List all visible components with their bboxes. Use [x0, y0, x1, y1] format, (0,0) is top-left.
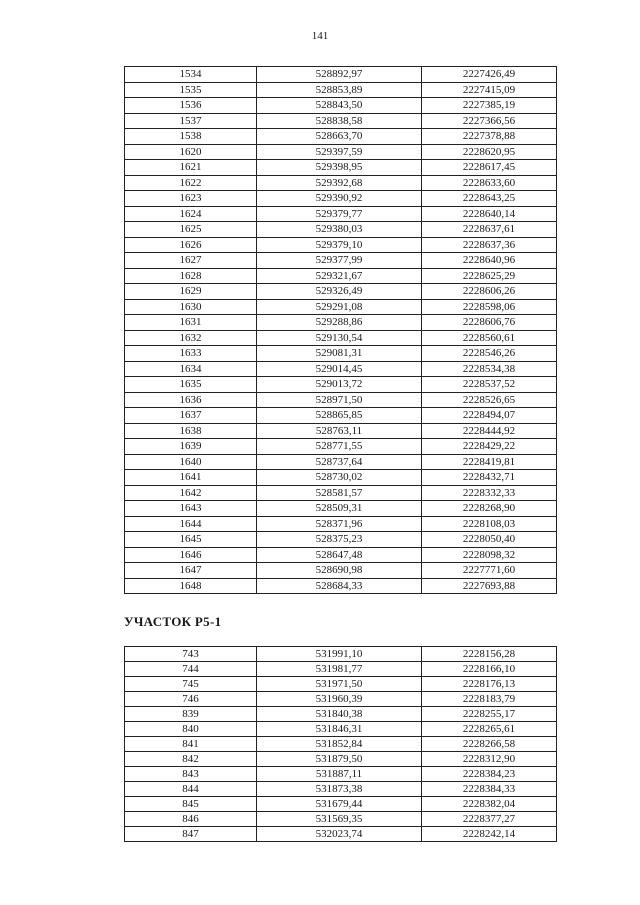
x-coordinate-cell: 528737,64: [257, 454, 422, 470]
x-coordinate-cell: 528971,50: [257, 392, 422, 408]
y-coordinate-cell: 2227366,56: [422, 113, 557, 129]
x-coordinate-cell: 528865,85: [257, 408, 422, 424]
table-row: [125, 206, 557, 222]
y-coordinate-cell: 2228620,95: [422, 144, 557, 160]
point-number-cell: 1621: [125, 160, 257, 176]
y-coordinate-cell: 2228312,90: [422, 752, 557, 767]
table-row: [125, 752, 557, 767]
y-coordinate-cell: 2228268,90: [422, 501, 557, 517]
x-coordinate-cell: 529013,72: [257, 377, 422, 393]
y-coordinate-cell: 2228176,13: [422, 677, 557, 692]
point-number-cell: 1626: [125, 237, 257, 253]
point-number-cell: 839: [125, 707, 257, 722]
y-coordinate-cell: 2228606,76: [422, 315, 557, 331]
section-heading: УЧАСТОК Р5-1: [124, 614, 222, 629]
point-number-cell: 1628: [125, 268, 257, 284]
y-coordinate-cell: 2228432,71: [422, 470, 557, 486]
table-row: [125, 647, 557, 662]
x-coordinate-cell: 528763,11: [257, 423, 422, 439]
x-coordinate-cell: 529392,68: [257, 175, 422, 191]
table-row: [125, 547, 557, 563]
table-row: [125, 707, 557, 722]
x-coordinate-cell: 529398,95: [257, 160, 422, 176]
x-coordinate-cell: 529321,67: [257, 268, 422, 284]
table-row: [125, 454, 557, 470]
y-coordinate-cell: 2228429,22: [422, 439, 557, 455]
y-coordinate-cell: 2228637,36: [422, 237, 557, 253]
point-number-cell: 1641: [125, 470, 257, 486]
x-coordinate-cell: 531879,50: [257, 752, 422, 767]
point-number-cell: 1620: [125, 144, 257, 160]
x-coordinate-cell: 529130,54: [257, 330, 422, 346]
y-coordinate-cell: 2228560,61: [422, 330, 557, 346]
table-row: [125, 782, 557, 797]
table-row: [125, 392, 557, 408]
table-row: [125, 346, 557, 362]
table-row: [125, 113, 557, 129]
table-row: [125, 144, 557, 160]
x-coordinate-cell: 529397,59: [257, 144, 422, 160]
table-row: [125, 563, 557, 579]
y-coordinate-cell: 2228183,79: [422, 692, 557, 707]
y-coordinate-cell: 2227378,88: [422, 129, 557, 145]
point-number-cell: 1632: [125, 330, 257, 346]
x-coordinate-cell: 529380,03: [257, 222, 422, 238]
x-coordinate-cell: 529377,99: [257, 253, 422, 269]
x-coordinate-cell: 528375,23: [257, 532, 422, 548]
table-row: [125, 439, 557, 455]
point-number-cell: 1534: [125, 67, 257, 83]
x-coordinate-cell: 529379,10: [257, 237, 422, 253]
table-row: [125, 797, 557, 812]
y-coordinate-cell: 2228242,14: [422, 827, 557, 842]
table-row: [125, 677, 557, 692]
x-coordinate-cell: 529379,77: [257, 206, 422, 222]
x-coordinate-cell: 529081,31: [257, 346, 422, 362]
coordinates-table-2: [124, 646, 557, 842]
x-coordinate-cell: 531840,38: [257, 707, 422, 722]
x-coordinate-cell: 529014,45: [257, 361, 422, 377]
y-coordinate-cell: 2228640,14: [422, 206, 557, 222]
point-number-cell: 1642: [125, 485, 257, 501]
y-coordinate-cell: 2227385,19: [422, 98, 557, 114]
point-number-cell: 1536: [125, 98, 257, 114]
y-coordinate-cell: 2228382,04: [422, 797, 557, 812]
y-coordinate-cell: 2228640,96: [422, 253, 557, 269]
point-number-cell: 743: [125, 647, 257, 662]
y-coordinate-cell: 2228617,45: [422, 160, 557, 176]
y-coordinate-cell: 2228384,23: [422, 767, 557, 782]
table-row: [125, 268, 557, 284]
point-number-cell: 1638: [125, 423, 257, 439]
table-row: [125, 361, 557, 377]
point-number-cell: 1538: [125, 129, 257, 145]
table-row: [125, 470, 557, 486]
table-row: [125, 377, 557, 393]
table-row: [125, 532, 557, 548]
point-number-cell: 1639: [125, 439, 257, 455]
table-row: [125, 129, 557, 145]
x-coordinate-cell: 531887,11: [257, 767, 422, 782]
y-coordinate-cell: 2228156,28: [422, 647, 557, 662]
point-number-cell: 1640: [125, 454, 257, 470]
point-number-cell: 745: [125, 677, 257, 692]
x-coordinate-cell: 531873,38: [257, 782, 422, 797]
x-coordinate-cell: 528663,70: [257, 129, 422, 145]
y-coordinate-cell: 2228444,92: [422, 423, 557, 439]
y-coordinate-cell: 2228494,07: [422, 408, 557, 424]
table-row: [125, 812, 557, 827]
table-row: [125, 662, 557, 677]
point-number-cell: 1643: [125, 501, 257, 517]
table-row: [125, 692, 557, 707]
y-coordinate-cell: 2227426,49: [422, 67, 557, 83]
point-number-cell: 840: [125, 722, 257, 737]
point-number-cell: 1648: [125, 578, 257, 594]
point-number-cell: 846: [125, 812, 257, 827]
point-number-cell: 1629: [125, 284, 257, 300]
y-coordinate-cell: 2228265,61: [422, 722, 557, 737]
x-coordinate-cell: 532023,74: [257, 827, 422, 842]
x-coordinate-cell: 531991,10: [257, 647, 422, 662]
point-number-cell: 1636: [125, 392, 257, 408]
y-coordinate-cell: 2228332,33: [422, 485, 557, 501]
table-row: [125, 237, 557, 253]
point-number-cell: 1633: [125, 346, 257, 362]
table-row: [125, 315, 557, 331]
x-coordinate-cell: 528853,89: [257, 82, 422, 98]
x-coordinate-cell: 531846,31: [257, 722, 422, 737]
table-row: [125, 423, 557, 439]
x-coordinate-cell: 529390,92: [257, 191, 422, 207]
y-coordinate-cell: 2228108,03: [422, 516, 557, 532]
point-number-cell: 1627: [125, 253, 257, 269]
table-row: [125, 578, 557, 594]
x-coordinate-cell: 531679,44: [257, 797, 422, 812]
coordinates-table-1: [124, 66, 557, 594]
point-number-cell: 1623: [125, 191, 257, 207]
x-coordinate-cell: 528371,96: [257, 516, 422, 532]
y-coordinate-cell: 2228637,61: [422, 222, 557, 238]
y-coordinate-cell: 2227693,88: [422, 578, 557, 594]
point-number-cell: 1646: [125, 547, 257, 563]
y-coordinate-cell: 2228546,26: [422, 346, 557, 362]
table-row: [125, 82, 557, 98]
x-coordinate-cell: 528647,48: [257, 547, 422, 563]
y-coordinate-cell: 2227771,60: [422, 563, 557, 579]
y-coordinate-cell: 2228098,32: [422, 547, 557, 563]
table-row: [125, 722, 557, 737]
table-row: [125, 253, 557, 269]
point-number-cell: 845: [125, 797, 257, 812]
y-coordinate-cell: 2228377,27: [422, 812, 557, 827]
table-row: [125, 767, 557, 782]
point-number-cell: 1630: [125, 299, 257, 315]
point-number-cell: 1644: [125, 516, 257, 532]
point-number-cell: 1635: [125, 377, 257, 393]
y-coordinate-cell: 2228266,58: [422, 737, 557, 752]
point-number-cell: 1624: [125, 206, 257, 222]
y-coordinate-cell: 2228633,60: [422, 175, 557, 191]
x-coordinate-cell: 529288,86: [257, 315, 422, 331]
y-coordinate-cell: 2227415,09: [422, 82, 557, 98]
x-coordinate-cell: 528684,33: [257, 578, 422, 594]
y-coordinate-cell: 2228534,38: [422, 361, 557, 377]
table-row: [125, 516, 557, 532]
x-coordinate-cell: 528892,97: [257, 67, 422, 83]
x-coordinate-cell: 531852,84: [257, 737, 422, 752]
point-number-cell: 847: [125, 827, 257, 842]
y-coordinate-cell: 2228255,17: [422, 707, 557, 722]
coordinates-table-2-body: [125, 647, 557, 842]
point-number-cell: 1622: [125, 175, 257, 191]
x-coordinate-cell: 531960,39: [257, 692, 422, 707]
point-number-cell: 1645: [125, 532, 257, 548]
point-number-cell: 1634: [125, 361, 257, 377]
y-coordinate-cell: 2228606,26: [422, 284, 557, 300]
y-coordinate-cell: 2228166,10: [422, 662, 557, 677]
y-coordinate-cell: 2228419,81: [422, 454, 557, 470]
x-coordinate-cell: 529326,49: [257, 284, 422, 300]
coordinates-table-1-body: [125, 67, 557, 594]
table-row: [125, 67, 557, 83]
table-row: [125, 737, 557, 752]
x-coordinate-cell: 528843,50: [257, 98, 422, 114]
x-coordinate-cell: 528581,57: [257, 485, 422, 501]
x-coordinate-cell: 531569,35: [257, 812, 422, 827]
point-number-cell: 744: [125, 662, 257, 677]
y-coordinate-cell: 2228643,25: [422, 191, 557, 207]
y-coordinate-cell: 2228625,29: [422, 268, 557, 284]
table-row: [125, 299, 557, 315]
point-number-cell: 746: [125, 692, 257, 707]
x-coordinate-cell: 529291,08: [257, 299, 422, 315]
point-number-cell: 1625: [125, 222, 257, 238]
table-row: [125, 222, 557, 238]
table-row: [125, 485, 557, 501]
point-number-cell: 1535: [125, 82, 257, 98]
y-coordinate-cell: 2228537,52: [422, 377, 557, 393]
point-number-cell: 844: [125, 782, 257, 797]
table-row: [125, 408, 557, 424]
point-number-cell: 1631: [125, 315, 257, 331]
x-coordinate-cell: 528690,98: [257, 563, 422, 579]
point-number-cell: 1637: [125, 408, 257, 424]
y-coordinate-cell: 2228050,40: [422, 532, 557, 548]
point-number-cell: 1537: [125, 113, 257, 129]
table-row: [125, 160, 557, 176]
y-coordinate-cell: 2228598,06: [422, 299, 557, 315]
page-number: 141: [311, 30, 329, 42]
point-number-cell: 843: [125, 767, 257, 782]
x-coordinate-cell: 528509,31: [257, 501, 422, 517]
table-row: [125, 175, 557, 191]
table-row: [125, 827, 557, 842]
y-coordinate-cell: 2228526,65: [422, 392, 557, 408]
point-number-cell: 841: [125, 737, 257, 752]
table-row: [125, 501, 557, 517]
x-coordinate-cell: 528730,02: [257, 470, 422, 486]
x-coordinate-cell: 528771,55: [257, 439, 422, 455]
point-number-cell: 842: [125, 752, 257, 767]
x-coordinate-cell: 531981,77: [257, 662, 422, 677]
table-row: [125, 284, 557, 300]
table-row: [125, 330, 557, 346]
y-coordinate-cell: 2228384,33: [422, 782, 557, 797]
point-number-cell: 1647: [125, 563, 257, 579]
table-row: [125, 191, 557, 207]
x-coordinate-cell: 528838,58: [257, 113, 422, 129]
x-coordinate-cell: 531971,50: [257, 677, 422, 692]
table-row: [125, 98, 557, 114]
